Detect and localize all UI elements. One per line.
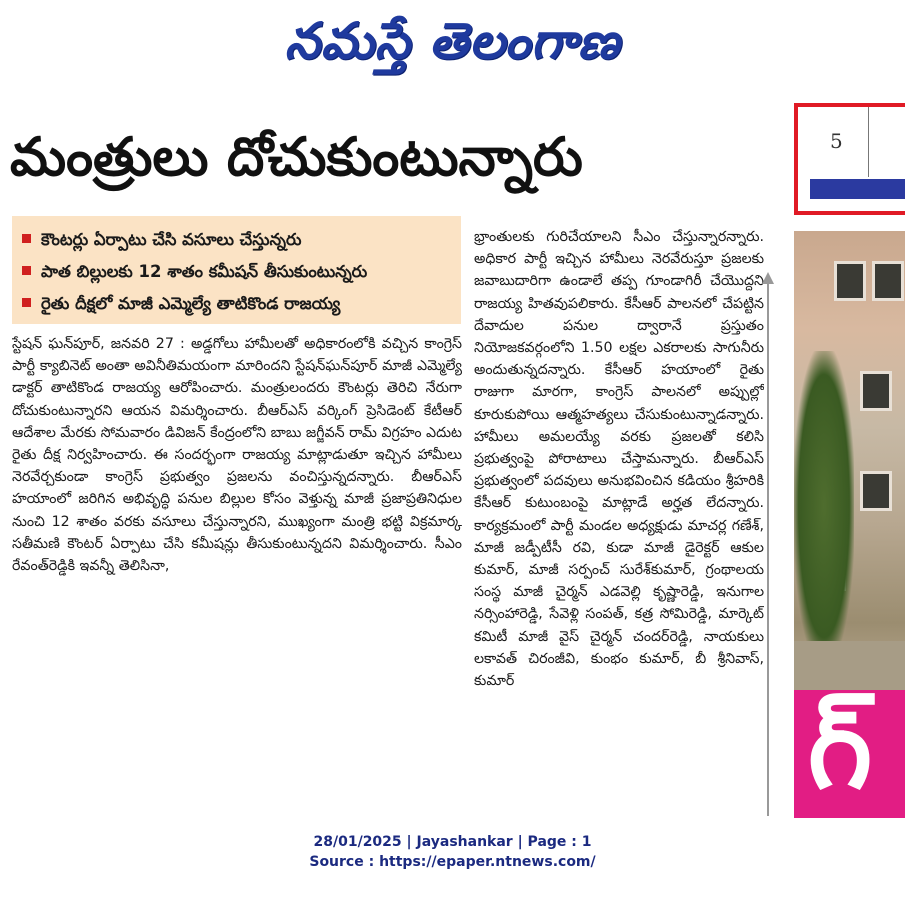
banner-glyph: గ్: [808, 690, 873, 813]
footer-date-line: 28/01/2025 | Jayashankar | Page : 1: [313, 834, 592, 850]
subhead-item: [22, 288, 461, 320]
ad-number: 5: [830, 129, 843, 153]
article-column-2: [474, 226, 764, 818]
building-window: [834, 261, 866, 301]
advertisement-banner: [794, 690, 905, 818]
masthead: [0, 6, 905, 76]
ad-divider: [868, 107, 869, 177]
masthead-title: నమస్తే తెలంగాణ: [284, 11, 621, 70]
subhead-text: పాత బిల్లులకు 12 శాతం కమీషన్ తీసుకుంటున్నరు: [41, 262, 368, 281]
subhead-text: కౌంటర్లు ఏర్పాటు చేసి వసూలు చేస్తున్నరు: [41, 230, 302, 249]
page-footer: [0, 832, 905, 872]
subhead-item: [22, 256, 461, 288]
building-window: [860, 471, 892, 511]
ad-band: [810, 179, 905, 199]
headline: మంత్రులు దోచుకుంటున్నారు: [10, 127, 583, 188]
article-column-1: [12, 333, 462, 818]
advertisement-photo: [794, 231, 905, 721]
tree-image: [794, 351, 854, 661]
arrow-line: [767, 276, 769, 816]
subheads-box: [12, 216, 461, 324]
article-text: భ్రాంతులకు గురిచేయాలని సీఎం చేస్తున్నారన్నారు. అధికార పార్టీ ఇచ్చిన హామీలు నెరవేరుస్తూ ప్రజలకు జవాబుదారిగా ఉండాలే తప్ప గూండాగిరీ చేయొద్దని రాజయ్య హితవుపలికారు. కేసీఆర్ పాలనలో చేపట్టిన దేవాదుల పనుల ద్వారానే ప్రస్తుతం నియోజకవర్గంలోని 1.50 లక్షల ఎకరాలకు సాగునీరు అందుతున్నదన్నారు. కేసీఆర్ హయాంలో రైతు రాజుగా మారగా, కాంగ్రెస్ పాలనలో అప్పుల్లో కూరుకుపోయి ఆత్మహత్యలు చేసుకుంటున్నాడన్నారు. హామీలు అమలయ్యే వరకు ప్రజలతో కలిసి ప్రభుత్వంపై పోరాటాలు చేస్తామన్నారు. బీఆర్ఎస్ ప్రభుత్వంలో పదవులు అనుభవించిన కడియం శ్రీహరికి కేసీఆర్ కుటుంబంపై మాట్లాడే అర్హత లేదన్నారు. కార్యక్రమంలో పార్టీ మండల అధ్యక్షుడు మాచర్ల గణేశ్, మాజీ జడ్పీటీసీ రవి, కుడా మాజీ డైరెక్టర్ ఆకుల కుమార్, మాజీ సర్పంచ్ సురేశ్‌కుమార్, గ్రంథాలయ సంస్థ మాజీ చైర్మన్ ఎడవెల్లి కృష్ణారెడ్డి, ఇనుగాల నర్సింహారెడ్డి, సేవెళ్లి సంపత్, కత్ర సోమిరెడ్డి, మార్కెట్ కమిటీ మాజీ వైస్ చైర్మన్ చందర్‌రెడ్డి, నాయకులు లకావత్ చిరంజీవి, కుంభం కుమార్, బీ శ్రీనివాస్, కుమార్: [474, 229, 764, 690]
footer-source-line: Source : https://epaper.ntnews.com/: [309, 854, 596, 870]
advertisement-box: [794, 103, 905, 215]
article-text: స్టేషన్ ఘన్‌పూర్, జనవరి 27 : అడ్డగోలు హామీలతో అధికారంలోకి వచ్చిన కాంగ్రెస్ పార్టీ క్యాబినెట్ అంతా అవినీతిమయంగా మారిందని స్టేషన్‌ఘన్‌పూర్ మాజీ ఎమ్మెల్యే డాక్టర్ తాటికొండ రాజయ్య ఆరోపించారు. మంత్రులందరు కౌంటర్లు తెరిచి నేరుగా దోచుకుంటున్నారని ఆయన విమర్శించారు. బీఆర్ఎస్ వర్కింగ్ ప్రెసిడెంట్ కేటీఆర్ ఆదేశాల మేరకు సోమవారం డివిజన్ కేంద్రంలోని బాబు జగ్జీవన్ రామ్ విగ్రహం ఎదుట రైతు దీక్ష నిర్వహించారు. ఈ సందర్భంగా రాజయ్య మాట్లాడుతూ ఇచ్చిన హామీలు నెరవేర్చకుండా కాంగ్రెస్ ప్రభుత్వం ప్రజలను వంచిస్తున్నదన్నారు. బీఆర్ఎస్ హయాంలో జరిగిన అభివృద్ధి పనుల బిల్లుల కోసం వెళ్తున్న మాజీ ప్రజాప్రతినిధుల నుంచి 12 శాతం వరకు వసూలు చేస్తున్నారని, ముఖ్యంగా మంత్రి భట్టి విక్రమార్క సతీమణి కౌంటర్ ఏర్పాటు చేసి కమీషన్లు తీసుకుంటున్నదని విమర్శించారు. సీఎం రేవంత్‌రెడ్డికి ఇవన్నీ తెలిసినా,: [12, 336, 462, 575]
bullet-square-icon: [22, 266, 31, 275]
subhead-text: రైతు దీక్షలో మాజీ ఎమ్మెల్యే తాటికొండ రాజయ్య: [41, 294, 341, 313]
building-window: [872, 261, 904, 301]
bullet-square-icon: [22, 234, 31, 243]
building-window: [860, 371, 892, 411]
subhead-item: [22, 224, 461, 256]
bullet-square-icon: [22, 298, 31, 307]
